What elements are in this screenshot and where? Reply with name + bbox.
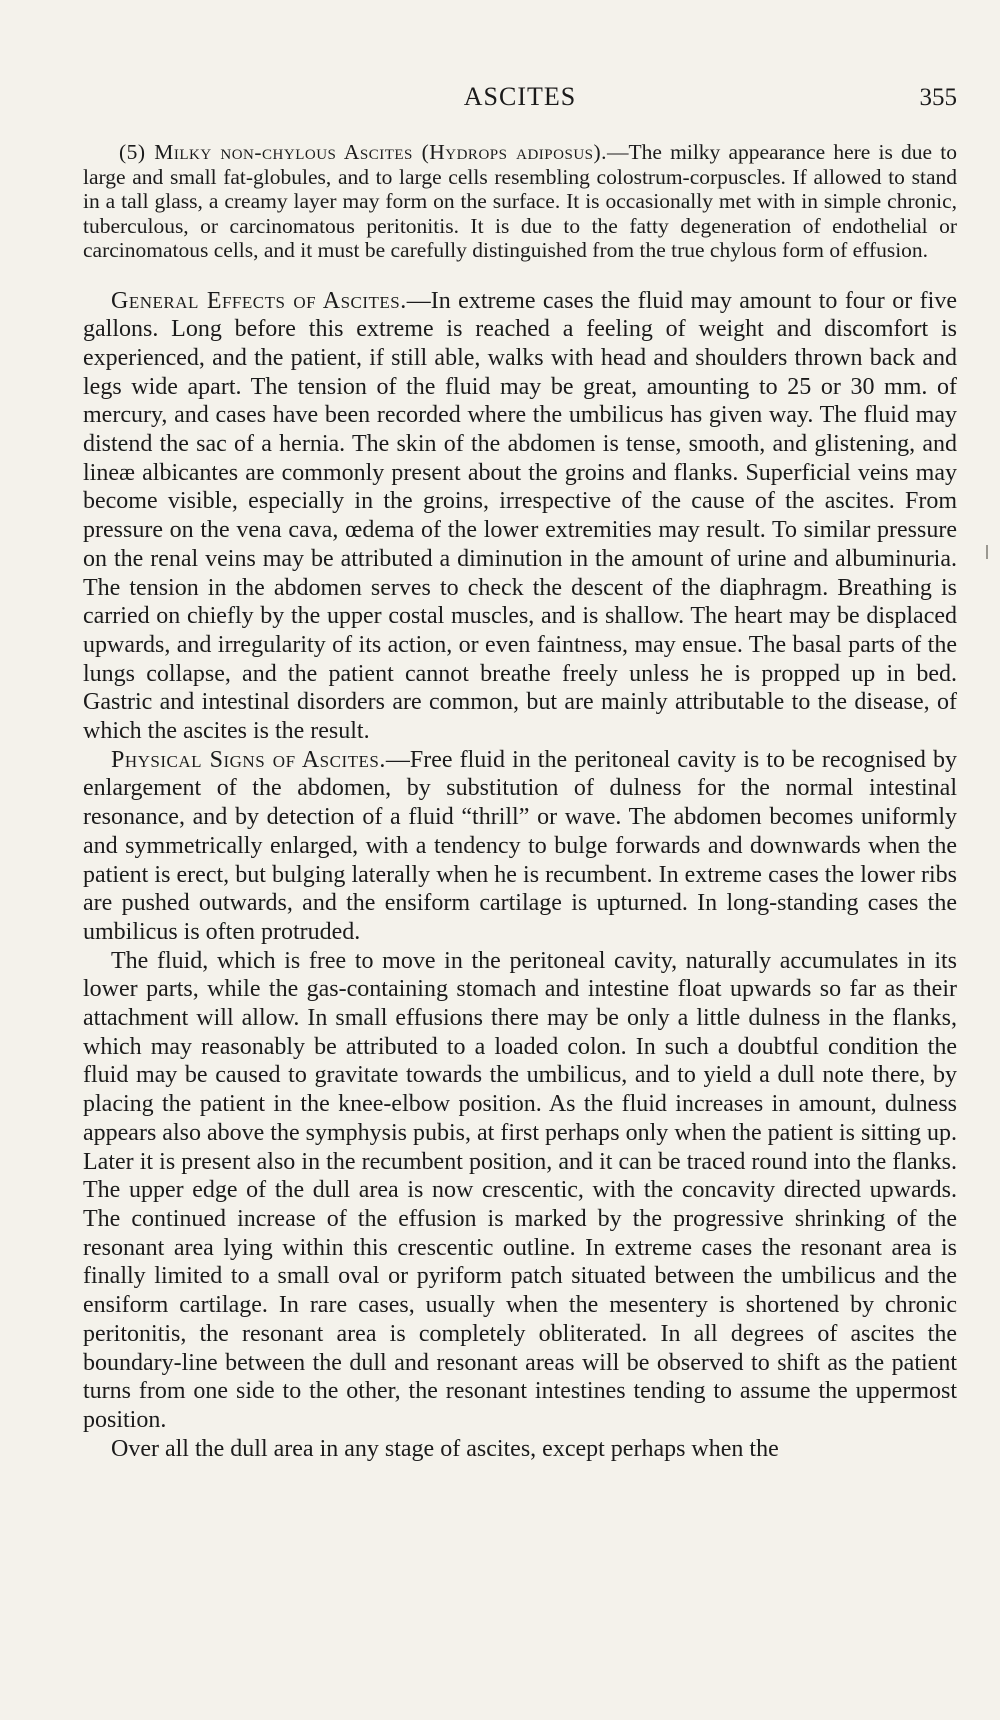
paragraph-text: —The milky appearance here is due to large and small fat-globules, and to large cells resembling colostrum-corpuscles. If allowed to stand in a tall glass, a creamy layer may form on the surface. It is occasionally met with in simple chronic, tuberculous, or carcinomatous peritonitis. It is due to the fatty degeneration of endothelial or carcinomatous cells, and it must be carefully distinguished from the true chylous form of effusion. — [83, 140, 957, 262]
paragraph-milky-ascites — [83, 140, 957, 263]
paragraph-text: Over all the dull area in any stage of ascites, except perhaps when the — [111, 1435, 779, 1462]
page-number: 355 — [919, 84, 957, 111]
paragraph-general-effects — [83, 287, 957, 746]
running-title: ASCITES — [463, 82, 577, 111]
paragraph-physical-signs — [83, 746, 957, 947]
paragraph-text: —Free fluid in the peritoneal cavity is to be recognised by enlargement of the abdomen, by substitution of dulness for the normal intestinal resonance, and by detection of a fluid “thrill” or wave. The abdomen becomes uniformly and symmetrically enlarged, with a tendency to bulge forwards and downwards when the patient is erect, but bulging laterally when he is recumbent. In extreme cases the lower ribs are pushed outwards, and the ensiform cartilage is upturned. In long-standing cases the umbilicus is often protruded. — [83, 746, 958, 945]
paragraph-dull-area — [83, 1435, 957, 1464]
margin-mark — [986, 545, 988, 559]
paragraph-text: The fluid, which is free to move in the peritoneal cavity, naturally accumulates in its lower parts, while the gas-containing stomach and intestine float upwards so far as their attachment will allow. In small effusions there may be only a little dulness in the flanks, which may reasonably be attributed to a loaded colon. In such a doubtful condition the fluid may be caused to gravitate towards the umbilicus, and to yield a dull note there, by placing the patient in the knee-elbow position. As the fluid increases in amount, dulness appears also above the symphysis pubis, at first perhaps only when the patient is sitting up. Later it is present also in the recumbent position, and it can be traced round into the flanks. The upper edge of the dull area is now crescentic, with the concavity directed upwards. The continued increase of the effusion is marked by the progressive shrinking of the resonant area lying within this crescentic outline. In extreme cases the resonant area is finally limited to a small oval or pyriform patch situated between the umbilicus and the ensiform cartilage. In rare cases, usually when the mesentery is shortened by chronic peritonitis, the resonant area is completely obliterated. In all degrees of ascites the boundary-line between the dull and resonant areas will be observed to shift as the patient turns from one side to the other, the resonant intestines tending to assume the uppermost position. — [83, 947, 957, 1433]
paragraph-fluid-movement — [83, 947, 957, 1435]
page-body — [83, 140, 957, 1463]
page-header — [83, 82, 957, 122]
paragraph-heading: General Effects of Ascites. — [111, 287, 407, 314]
paragraph-text: —In extreme cases the fluid may amount to four or five gallons. Long before this extreme is reached a feeling of weight and discomfort is experienced, and the patient, if still able, walks with head and shoulders thrown back and legs wide apart. The tension of the fluid may be great, amounting to 25 or 30 mm. of mercury, and cases have been recorded where the umbilicus has given way. The fluid may distend the sac of a hernia. The skin of the abdomen is tense, smooth, and glistening, and lineæ albicantes are commonly present about the groins and flanks. Superficial veins may become visible, especially in the groins, irrespective of the cause of the ascites. From pressure on the vena cava, œdema of the lower extremities may result. To similar pressure on the renal veins may be attributed a diminution in the amount of urine and albuminuria. The tension in the abdomen serves to check the descent of the diaphragm. Breathing is carried on chiefly by the upper costal muscles, and is shallow. The heart may be displaced upwards, and irregularity of its action, or even faintness, may ensue. The basal parts of the lungs collapse, and the patient cannot breathe freely unless he is propped up in bed. Gastric and intestinal disorders are common, but are mainly attributable to the disease, of which the ascites is the result. — [83, 287, 957, 745]
paragraph-heading: (5) Milky non-chylous Ascites (Hydrops adiposus). — [119, 140, 608, 164]
paragraph-heading: Physical Signs of Ascites. — [111, 746, 386, 773]
